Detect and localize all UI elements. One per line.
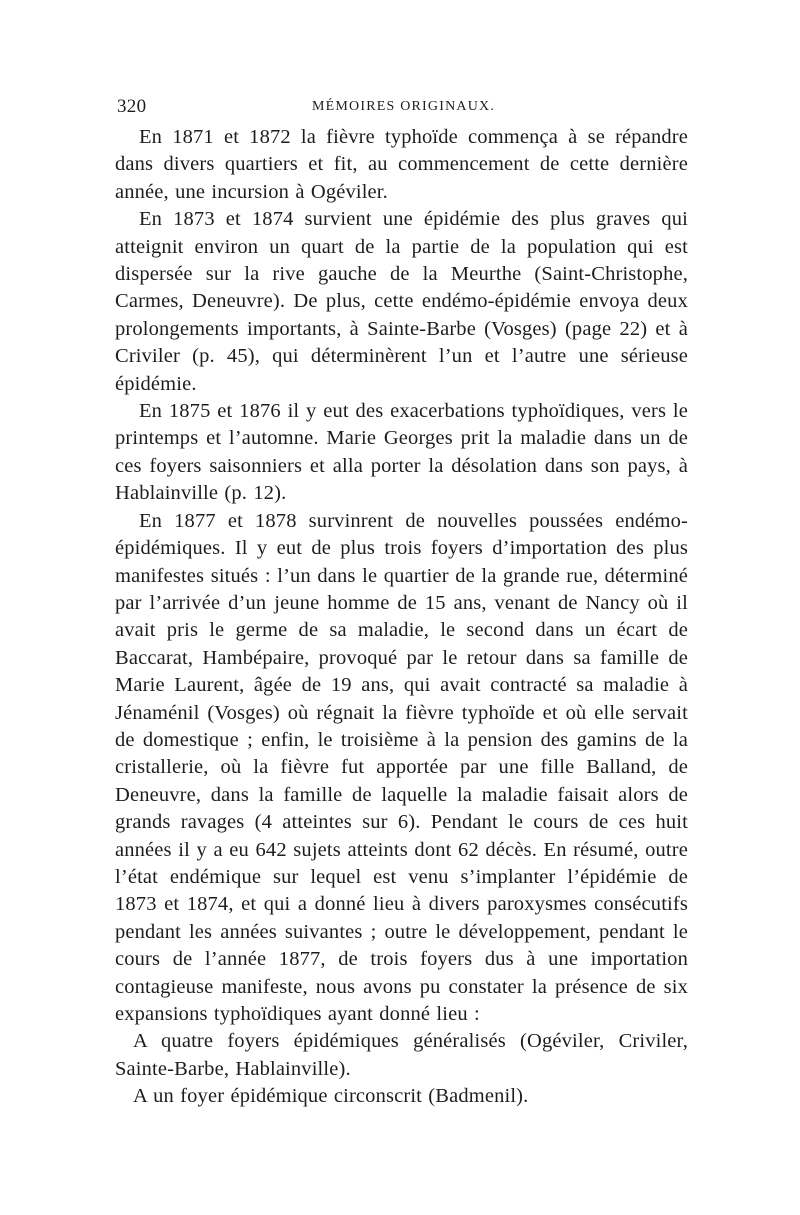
running-head: MÉMOIRES ORIGINAUX. bbox=[312, 99, 496, 114]
paragraph-1873: En 1873 et 1874 survient une épidémie des plus graves qui atteignit environ un quart de la partie de la population qui est dispersée sur la rive gauche de la Meurthe (Saint-Christophe, Carmes, Deneuvre). De plus, cette endémo-épidémie envoya deux prolongements importants, à Sainte-Barbe (Vosges) (page 22) et à Criviler (p. 45), qui déterminèrent l’un et l’autre une sérieuse épidémie. bbox=[115, 208, 688, 395]
list-item-quatre-foyers: A quatre foyers épidémiques généralisés (Ogéviler, Criviler, Sainte-Barbe, Hablainville). bbox=[115, 1030, 688, 1080]
body-text bbox=[115, 124, 688, 1111]
page-number: 320 bbox=[117, 96, 147, 117]
paragraph-1871: En 1871 et 1872 la fièvre typhoïde commença à se répandre dans divers quartiers et fit, au commencement de cette dernière année, une incursion à Ogéviler. bbox=[115, 126, 688, 203]
paragraph-1877: En 1877 et 1878 survinrent de nouvelles poussées endémo-épidémiques. Il y eut de plus trois foyers d’importation des plus manifestes situés : l’un dans le quartier de la grande rue, déterminé par l’arrivée d’un jeune homme de 15 ans, venant de Nancy où il avait pris le germe de sa maladie, le second dans un écart de Baccarat, Hambépaire, provoqué par le retour dans sa famille de Marie Laurent, âgée de 19 ans, qui avait contracté sa maladie à Jénaménil (Vosges) où régnait la fièvre typhoïde et où elle servait de domestique ; enfin, le troisième à la pension des gamins de la cristallerie, où la fièvre fut apportée par une fille Balland, de Deneuvre, dans la famille de laquelle la maladie faisait alors de grands ravages (4 atteintes sur 6). Pendant le cours de ces huit années il y a eu 642 sujets atteints dont 62 décès. En résumé, outre l’état endémique sur lequel est venu s’implanter l’épidémie de 1873 et 1874, et qui a donné lieu à divers paroxysmes consécutifs pendant les années suivantes ; outre le développement, pendant le cours de l’année 1877, de trois foyers dus à une importation contagieuse manifeste, nous avons pu constater la présence de six expansions typhoïdiques ayant donné lieu : bbox=[115, 509, 688, 1025]
page-header bbox=[117, 96, 687, 126]
list-item-un-foyer: A un foyer épidémique circonscrit (Badmenil). bbox=[133, 1085, 529, 1108]
paragraph-1875: En 1875 et 1876 il y eut des exacerbations typhoïdiques, vers le printemps et l’automne. Marie Georges prit la maladie dans un de ces foyers saisonniers et alla porter la désolation dans son pays, à Hablainville (p. 12). bbox=[115, 400, 688, 505]
